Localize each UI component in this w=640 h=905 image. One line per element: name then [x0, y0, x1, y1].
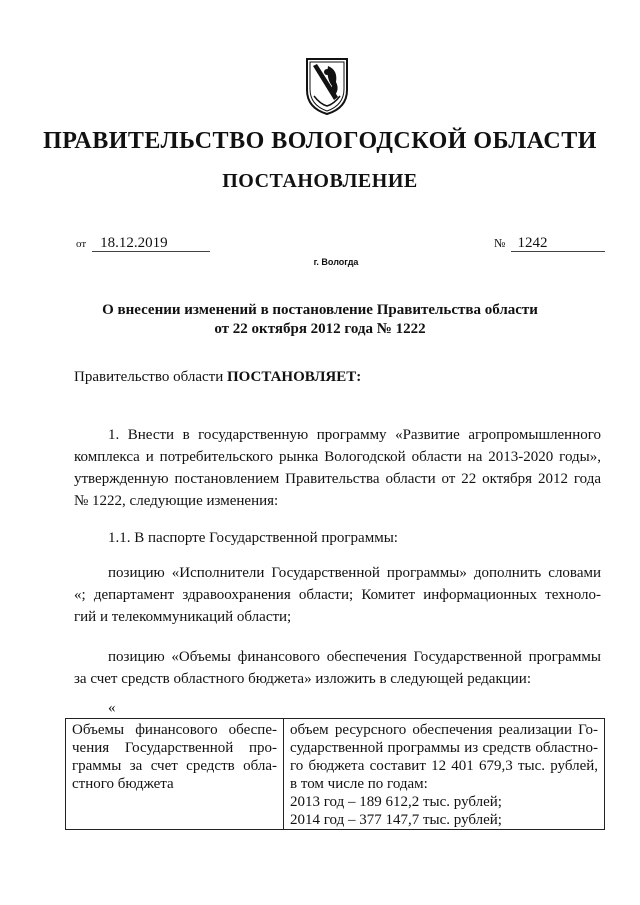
subject-line: от 22 октября 2012 года № 1222: [214, 321, 426, 337]
document-date: 18.12.2019: [92, 235, 210, 252]
date-prefix: от: [76, 238, 87, 250]
cell-line: Объемы финансового обеспе-: [72, 722, 277, 738]
financing-table: [65, 718, 605, 830]
cell-line: чения Государственной про-: [72, 740, 277, 756]
paragraph-line: «; департамент здравоохранения области; Комитет информационных техноло-: [74, 587, 601, 603]
paragraph-volumes: [74, 646, 601, 690]
paragraph-line: утвержденную постановлением Правительства области от 22 октября 2012 года: [74, 471, 601, 487]
paragraph-line: № 1222, следующие изменения:: [74, 493, 279, 509]
table-cell-value: [284, 719, 605, 830]
paragraph-line: позицию «Объемы финансового обеспечения Государственной программы: [108, 649, 601, 665]
decree-intro-prefix: Правительство области: [74, 369, 224, 385]
cell-line: в том числе по годам:: [290, 776, 428, 792]
cell-line: граммы за счет средств обла-: [72, 758, 277, 774]
table-row: [66, 719, 605, 830]
cell-line: объем ресурсного обеспечения реализации Го-: [290, 722, 598, 738]
document-subject: [70, 301, 570, 339]
document-type: ПОСТАНОВЛЕНИЕ: [222, 170, 418, 192]
cell-line: го бюджета составит 12 401 679,3 тыс. рублей,: [290, 758, 598, 774]
paragraph-line: 1. Внести в государственную программу «Развитие агропромышленного: [108, 427, 601, 443]
paragraph-line: гий и телекоммуникаций области;: [74, 609, 292, 625]
paragraph-1: [74, 424, 601, 512]
subject-line: О внесении изменений в постановление Правительства области: [102, 302, 538, 318]
city-label: г. Вологда: [313, 257, 359, 267]
decree-keyword: ПОСТАНОВЛЯЕТ:: [226, 369, 362, 385]
date-row: [76, 235, 210, 252]
coat-of-arms-emblem: [304, 56, 350, 116]
opening-quote: «: [108, 700, 116, 716]
year-amount: 2014 год – 377 147,7 тыс. рублей;: [290, 812, 502, 828]
paragraph-line: за счет средств областного бюджета» изложить в следующей редакции:: [74, 671, 531, 687]
organization-title: ПРАВИТЕЛЬСТВО ВОЛОГОДСКОЙ ОБЛАСТИ: [43, 128, 597, 154]
year-amount: 2013 год – 189 612,2 тыс. рублей;: [290, 794, 502, 810]
cell-line: сударственной программы из средств областно-: [290, 740, 598, 756]
number-row: [494, 235, 605, 252]
decree-intro: [74, 369, 361, 386]
paragraph-line: комплекса и потребительского рынка Вологодской области на 2013-2020 годы»,: [74, 449, 601, 465]
paragraph-line: позицию «Исполнители Государственной программы» дополнить словами: [108, 565, 601, 581]
paragraph-executors: [74, 562, 601, 628]
paragraph-1-1: 1.1. В паспорте Государственной программы:: [108, 530, 398, 546]
cell-line: стного бюджета: [72, 776, 174, 792]
number-prefix: №: [494, 236, 506, 250]
table-cell-label: [66, 719, 284, 830]
document-number: 1242: [511, 235, 605, 252]
